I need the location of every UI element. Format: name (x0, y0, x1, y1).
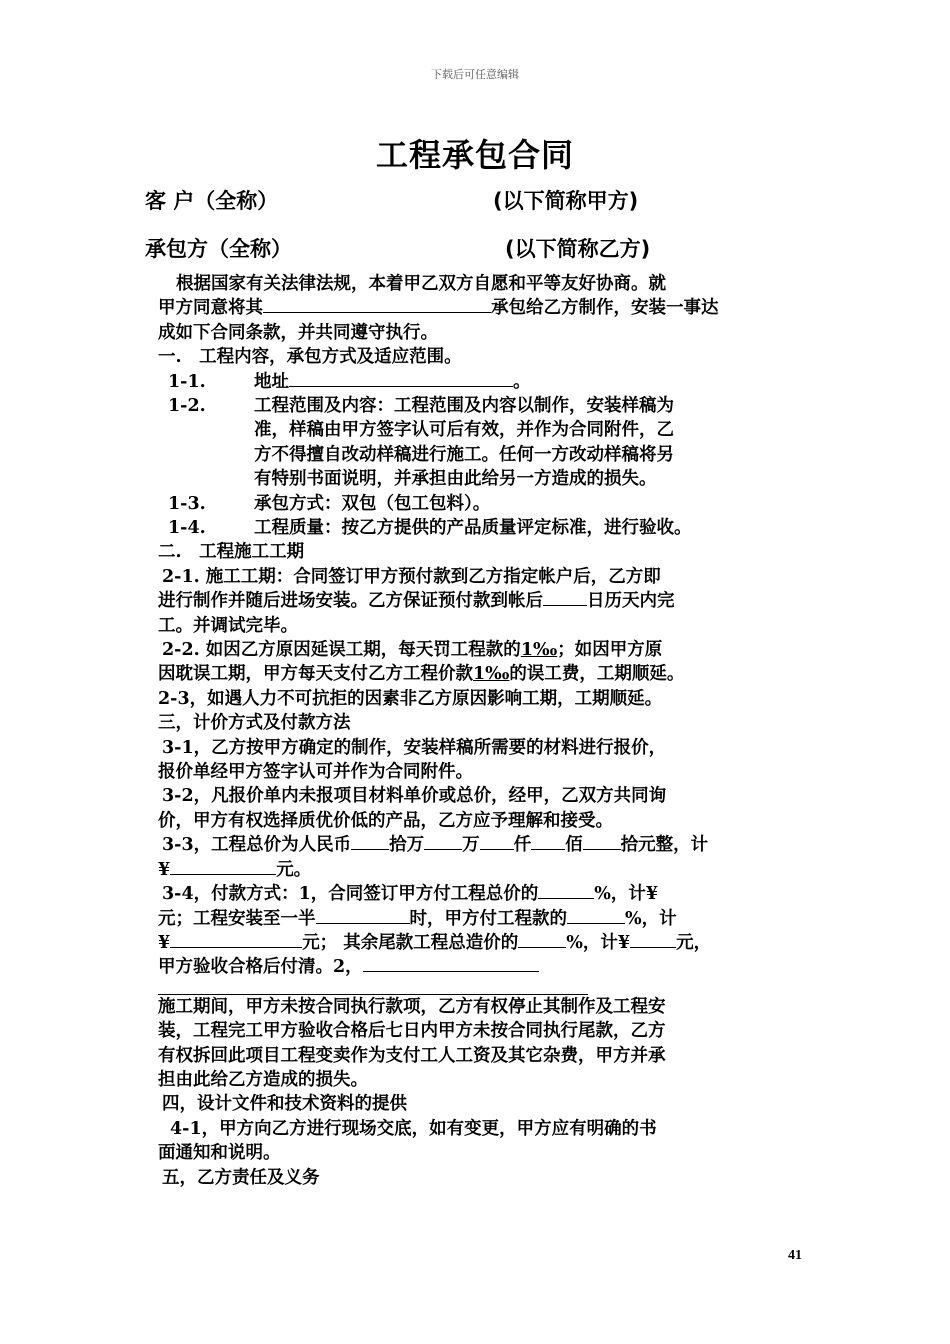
intro-line: 根据国家有关法律法规，本着甲乙双方自愿和平等友好协商。就 (176, 274, 666, 294)
clause-2-1-cont: 进行制作并随后进场安装。乙方保证预付款到帐后 日历天内完 (158, 591, 675, 612)
party-b-label: 承包方（全称） (145, 237, 292, 261)
clause-1-2-cont: 有特别书面说明，并承担由此给另一方造成的损失。 (254, 469, 657, 490)
clause-3-5-cont: 装，工程完工甲方验收合格后七日内甲方未按合同执行尾款，乙方 (158, 1021, 666, 1042)
section-heading: 三，计价方式及付款方法 (158, 713, 351, 734)
clause-3-3: 3-3，工程总价为人民币 拾万 万 仟 佰 拾元整，计 (162, 835, 709, 856)
blank-field (289, 370, 513, 387)
clause-1-2-cont: 方不得擅自改动样稿进行施工。任何一方改动样稿将另 (254, 444, 674, 465)
section-heading: 二. 工程施工工期 (158, 542, 305, 563)
clause-2-3: 2-3，如遇人力不可抗拒的因素非乙方原因影响工期，工期顺延。 (158, 688, 663, 709)
clause-3-4-cont: ¥ 元； 其余尾款工程总造价的 %，计¥ 元， (158, 932, 712, 953)
party-b-suffix: (以下简称乙方) (505, 237, 651, 261)
clause-3-1-cont: 报价单经甲方签字认可并作为合同附件。 (158, 762, 473, 783)
blank-field (424, 833, 462, 850)
blank-field (363, 955, 539, 972)
clause-1-4: 1-4. 工程质量：按乙方提供的产品质量评定标准，进行验收。 (168, 518, 692, 539)
blank-field (531, 833, 565, 850)
blank-field (316, 907, 410, 924)
page-title: 工程承包合同 (375, 136, 574, 174)
clause-3-4-cont: 甲方验收合格后付清。2， (158, 955, 810, 979)
party-a-line (145, 186, 805, 216)
clause-3-4: 3-4，付款方式：1，合同签订甲方付工程总价的 %，计¥ (162, 884, 659, 905)
page-number: 41 (788, 1248, 802, 1263)
blank-field (170, 858, 276, 875)
clause-3-1: 3-1，乙方按甲方确定的制作，安装样稿所需要的材料进行报价， (162, 737, 667, 758)
contract-body (158, 272, 810, 1190)
clause-1-2: 1-2. 工程范围及内容：工程范围及内容以制作，安装样稿为 (168, 396, 674, 417)
section-heading: 五，乙方责任及义务 (162, 1167, 320, 1188)
blank-field (263, 296, 491, 313)
clause-1-3: 1-3. 承包方式：双包（包工包料）。 (168, 493, 491, 514)
blank-field (480, 833, 514, 850)
blank-field (567, 907, 625, 924)
blank-field (518, 931, 566, 948)
intro-line: 甲方同意将其 承包给乙方制作，安装一事达 (158, 298, 719, 319)
clause-3-5: 施工期间，甲方未按合同执行款项，乙方有权停止其制作及工程安 (158, 996, 666, 1017)
section-heading: 一. 工程内容，承包方式及适应范围。 (158, 347, 462, 368)
clause-3-2-cont: 价，甲方有权选择质优价低的产品，乙方应予理解和接受。 (158, 810, 613, 831)
clause-3-5-cont: 担由此给乙方造成的损失。 (158, 1069, 368, 1090)
party-a-label: 客 户（全称） (145, 189, 279, 213)
clause-2-1: 2-1. 施工工期：合同签订甲方预付款到乙方指定帐户后，乙方即 (162, 566, 661, 587)
clause-1-2-cont: 准，样稿由甲方签字认可后有效，并作为合同附件，乙 (254, 420, 674, 441)
party-a-suffix: (以下简称甲方) (493, 189, 639, 213)
clause-2-2-cont: 因耽误工期，甲方每天支付乙方工程价款1‰的误工费，工期顺延。 (158, 664, 685, 685)
blank-field (630, 931, 676, 948)
clause-3-2: 3-2，凡报价单内未报项目材料单价或总价，经甲，乙双方共同询 (162, 786, 667, 807)
blank-field (583, 833, 621, 850)
clause-3-5-cont: 有权拆回此项目工程变卖作为支付工人工资及其它杂费，甲方并承 (158, 1045, 666, 1066)
clause-4-1-cont: 面通知和说明。 (158, 1143, 281, 1164)
blank-line (158, 980, 588, 995)
party-b-line (145, 234, 805, 264)
clause-4-1: 4-1，甲方向乙方进行现场交底，如有变更，甲方应有明确的书 (170, 1118, 657, 1139)
intro-line: 成如下合同条款，并共同遵守执行。 (158, 322, 438, 343)
clause-2-2: 2-2. 如因乙方原因延误工期，每天罚工程款的1‰；如因甲方原 (162, 640, 663, 661)
section-heading: 四，设计文件和技术资料的提供 (162, 1094, 407, 1115)
clause-1-1: 1-1. 地址 。 (168, 371, 531, 392)
clause-3-3-cont: ¥ 元。 (158, 859, 312, 880)
clause-3-4-cont: 元；工程安装至一半 时，甲方付工程款的 %，计 (158, 908, 677, 929)
clause-2-1-cont: 工。并调试完毕。 (158, 615, 298, 636)
header-note: 下载后可任意编辑 (431, 68, 519, 81)
blank-field (538, 882, 594, 899)
blank-field (170, 931, 302, 948)
blank-field (543, 589, 587, 606)
blank-field (351, 833, 389, 850)
